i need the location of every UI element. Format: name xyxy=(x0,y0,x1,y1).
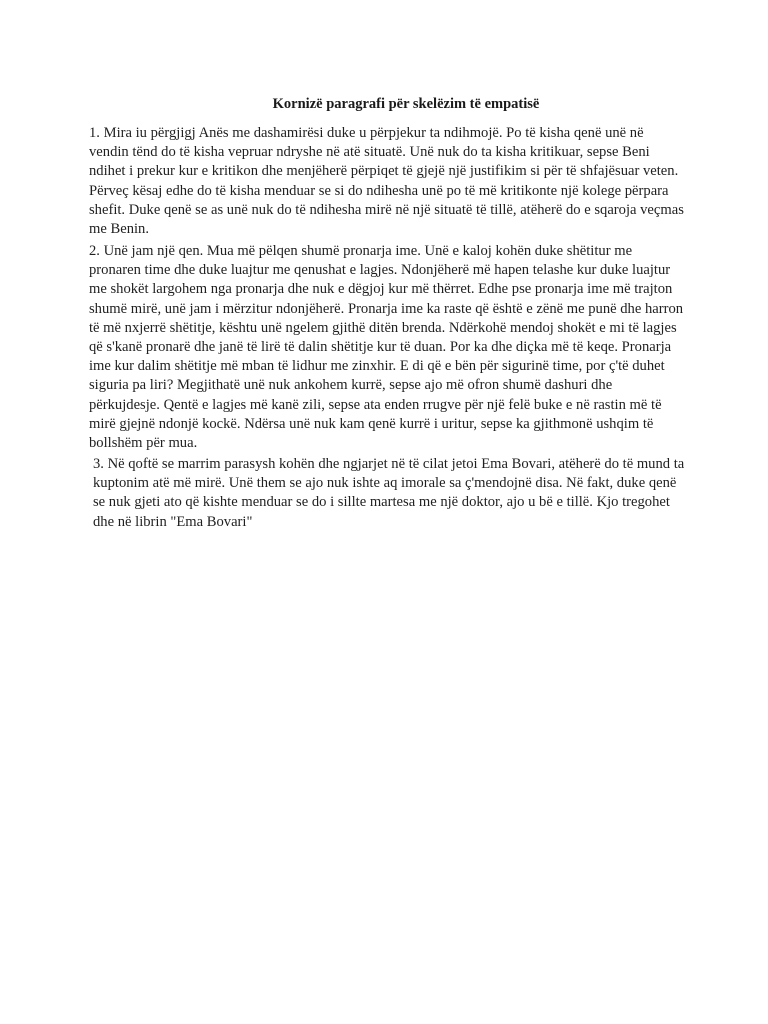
paragraph-1: 1. Mira iu përgjigj Anës me dashamirësi duke u përpjekur ta ndihmojë. Po të kisha qenë unë në vendin tënd do të kisha vepruar ndryshe në atë situatë. Unë nuk do ta kisha kritikuar, sepse Beni ndihet i prekur kur e kritikon dhe menjëherë përpiqet të gjejë një justifikim si për të shfajësuar veten. Përveç kësaj edhe do të kisha menduar se si do ndihesha unë po të më kritikonte një kolege përpara shefit. Duke qenë se as unë nuk do të ndihesha mirë në një situatë të tillë, atëherë do e sqaroja veçmas me Benin. xyxy=(89,125,684,238)
paragraph-2: 2. Unë jam një qen. Mua më pëlqen shumë pronarja ime. Unë e kaloj kohën duke shëtitur me pronaren time dhe duke luajtur me qenushat e lagjes. Ndonjëherë më hapen telashe kur duke luajtur me shokët largohem nga pronarja dhe nuk e dëgjoj kur më thërret. Edhe pse pronarja ime më trajton shumë mirë, unë jam i mërzitur ndonjëherë. Pronarja ime ka raste që është e zënë me punë dhe harron të më nxjerrë shëtitje, kështu unë ngelem gjithë ditën brenda. Ndërkohë mendoj shokët e mi të lagjes që s'kanë pronarë dhe janë të lirë të dalin shëtitje kur të duan. Por ka dhe diçka më të keqe. Pronarja ime kur dalim shëtitje më mban të lidhur me zinxhir. E di që e bën për sigurinë time, por ç'të duhet siguria pa liri? Megjithatë unë nuk ankohem kurrë, sepse ajo më ofron shumë dashuri dhe përkujdesje. Qentë e lagjes më kanë zili, sepse ata enden rrugve për një felë buke e në rastin më të mirë gjejnë ndonjë kockë. Ndërsa unë nuk kam qenë kurrë i uritur, sepse ka gjithmonë ushqim të bollshëm për mua. xyxy=(89,243,684,452)
document-title: Kornizë paragrafi për skelëzim të empatisë xyxy=(272,96,540,112)
paragraph-3: 3. Në qoftë se marrim parasysh kohën dhe ngjarjet në të cilat jetoi Ema Bovari, atëherë do të mund ta kuptonim atë më mirë. Unë them se ajo nuk ishte aq imorale sa ç'mendojnë disa. Në fakt, duke qenë se nuk gjeti ato që kishte menduar se do i sillte martesa me një doktor, ajo u bë e tillë. Kjo tregohet dhe në librin "Ema Bovari" xyxy=(93,456,685,530)
